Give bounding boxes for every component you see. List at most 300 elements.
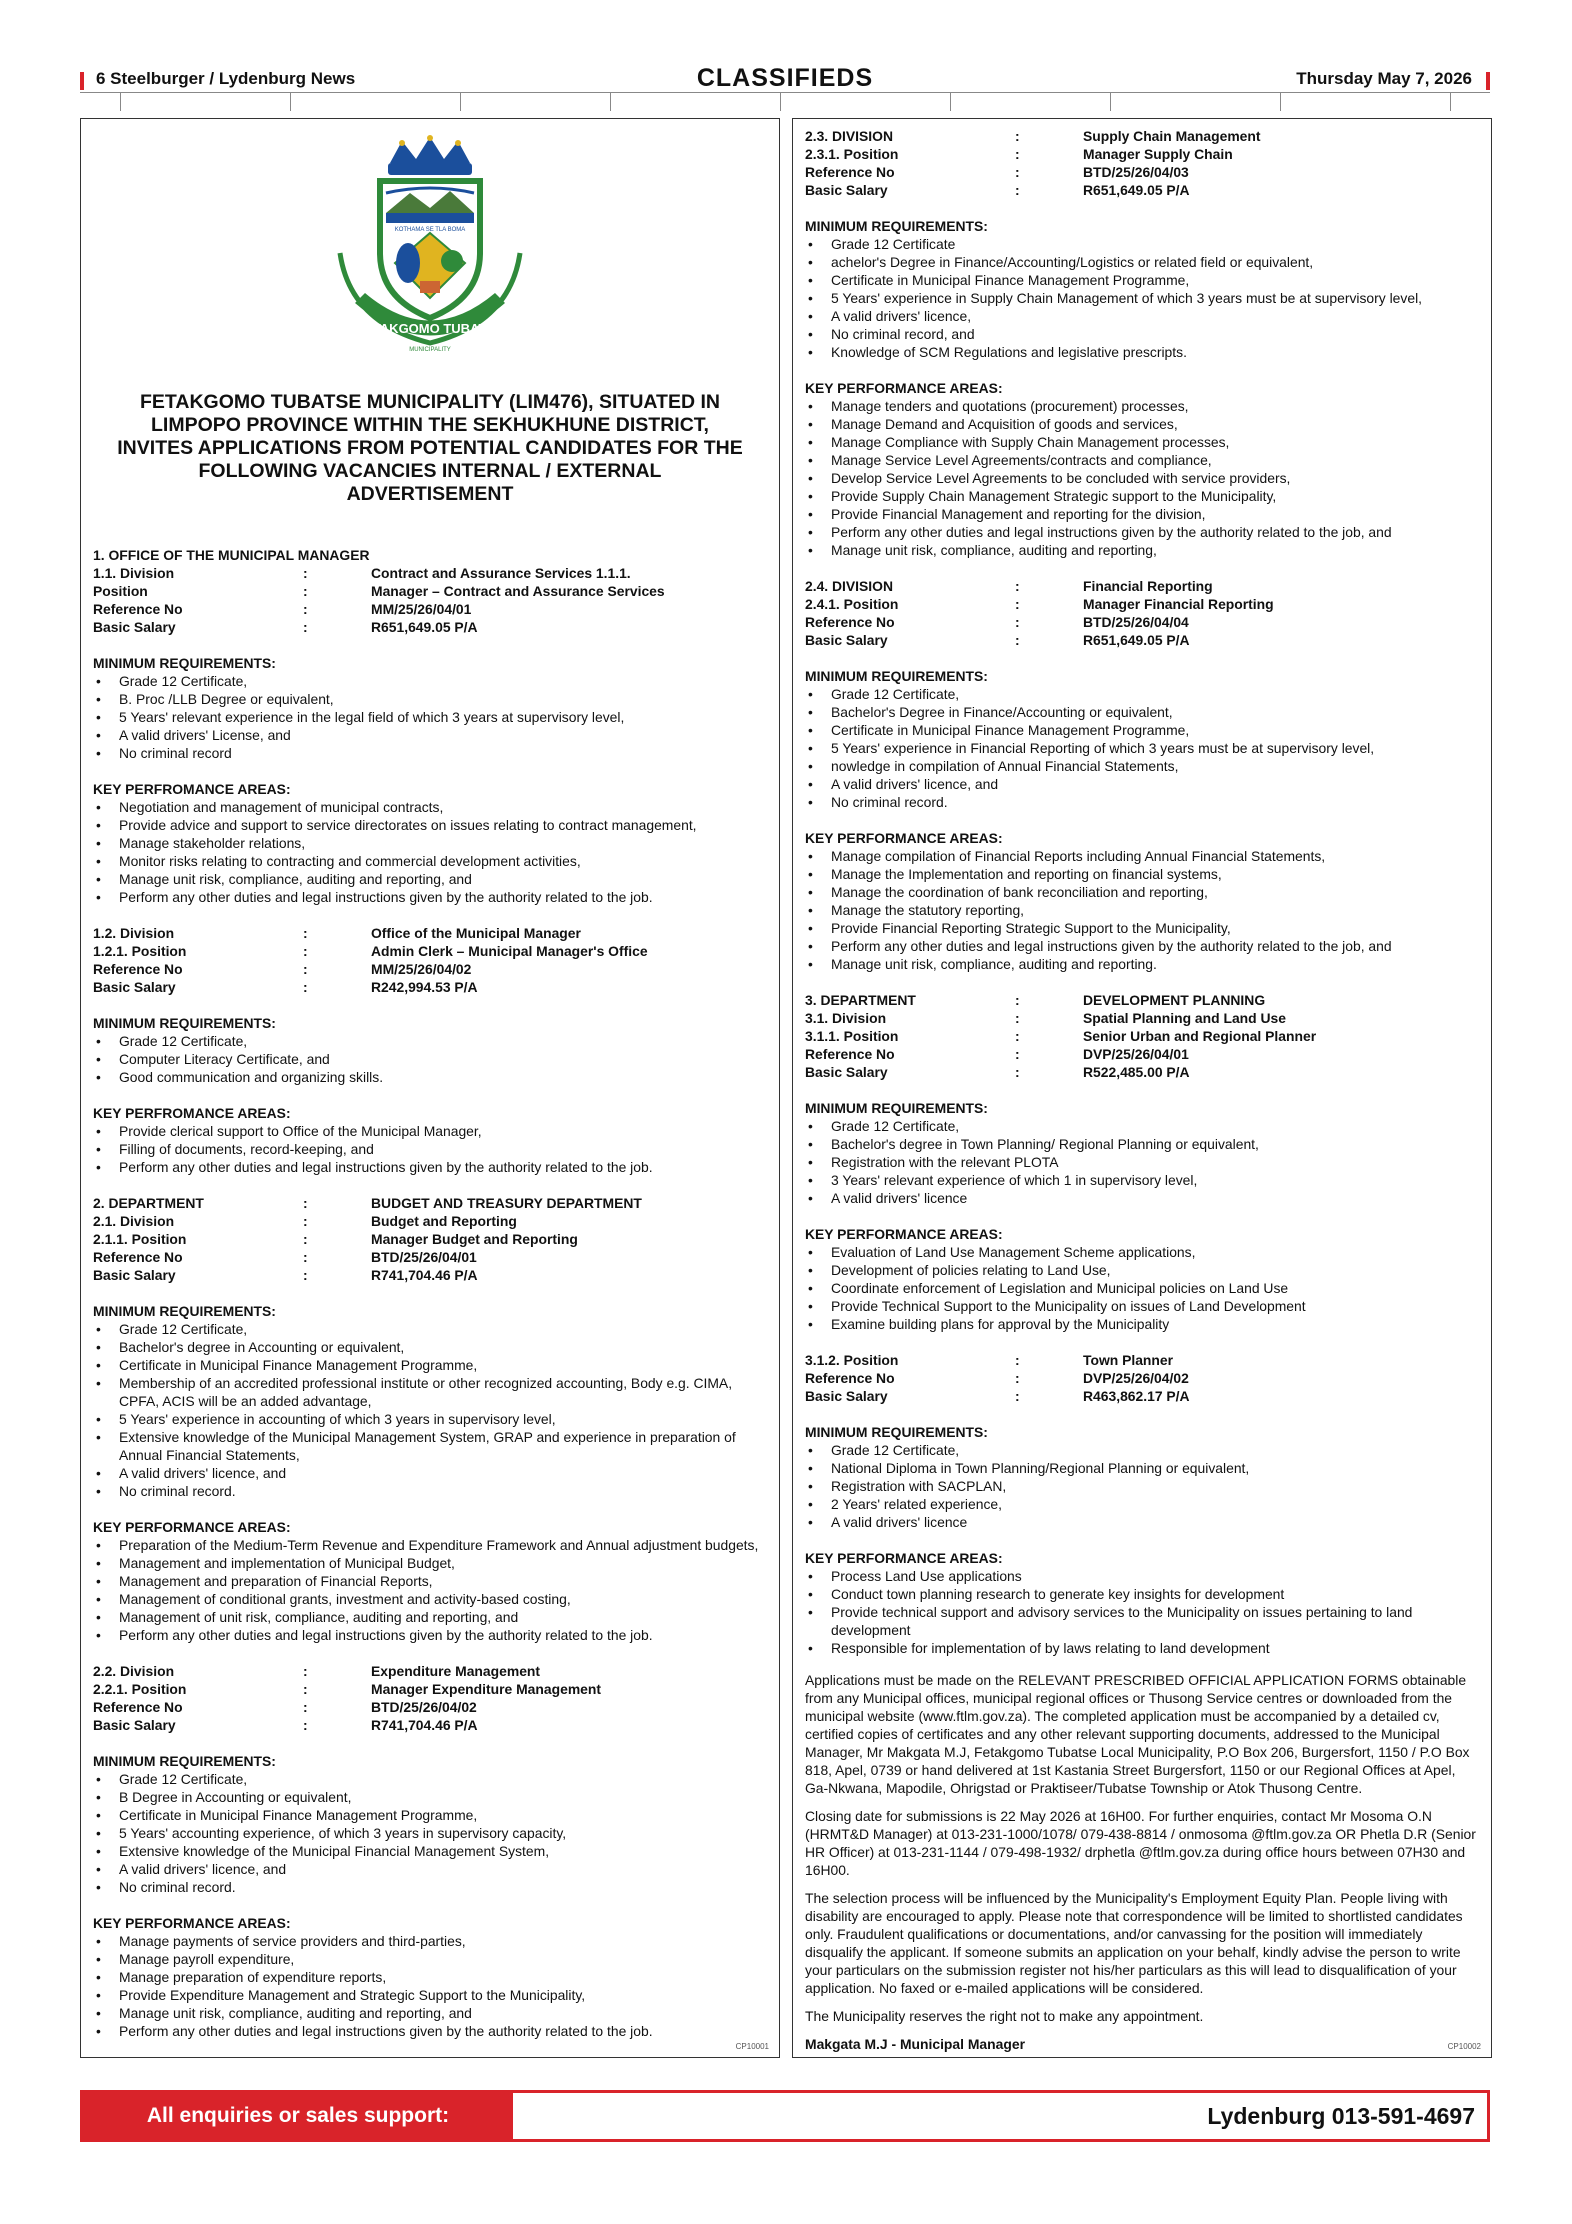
field-row xyxy=(93,582,767,600)
right-column xyxy=(792,118,1492,2058)
field-value: R741,704.46 P/A xyxy=(371,1267,478,1283)
list-item: • Manage stakeholder relations, xyxy=(93,834,767,852)
requirements-heading: KEY PERFORMANCE AREAS: xyxy=(93,1915,291,1931)
vacancy-fields xyxy=(93,924,767,996)
field-value: Manager Expenditure Management xyxy=(371,1681,602,1697)
list-item: • Responsible for implementation of by laws relating to land development xyxy=(805,1639,1479,1657)
list-item: • Manage payments of service providers and third-parties, xyxy=(93,1932,767,1950)
vacancy-block xyxy=(93,1662,767,2040)
list-item: • Knowledge of SCM Regulations and legislative prescripts. xyxy=(805,343,1479,361)
field-colon: : xyxy=(1015,1046,1020,1062)
field-row xyxy=(805,163,1479,181)
field-key: 1.1. Division xyxy=(93,565,175,581)
list-item: • Filling of documents, record-keeping, and xyxy=(93,1140,767,1158)
field-colon: : xyxy=(303,565,308,581)
vacancy-fields xyxy=(93,1662,767,1734)
list-item: • No criminal record. xyxy=(805,793,1479,811)
field-value: Expenditure Management xyxy=(371,1663,541,1679)
list-item: • Computer Literacy Certificate, and xyxy=(93,1050,767,1068)
list-item: • No criminal record, and xyxy=(805,325,1479,343)
field-key: 2.2. Division xyxy=(93,1663,175,1679)
vacancy-block xyxy=(805,1351,1479,1657)
field-row xyxy=(93,942,767,960)
field-row xyxy=(93,1230,767,1248)
field-colon: : xyxy=(303,943,308,959)
advert-headline: FETAKGOMO TUBATSE MUNICIPALITY (LIM476), SITUATED IN LIMPOPO PROVINCE WITHIN THE SEKHUKHUNE DISTRICT, INVITES APPLICATIONS FROM POTENTIAL CANDIDATES FOR THE FOLLOWING VACANCIES INTERNAL / EXTERNAL ADVERTISEMENT xyxy=(117,391,743,505)
list-item: • Provide Expenditure Management and Strategic Support to the Municipality, xyxy=(93,1986,767,2004)
field-colon: : xyxy=(1015,596,1020,612)
list-item: • Manage the Implementation and reporting on financial systems, xyxy=(805,865,1479,883)
municipal-crest-logo xyxy=(320,133,540,363)
list-item: • Grade 12 Certificate xyxy=(805,235,1479,253)
field-colon: : xyxy=(303,979,308,995)
bullet-list xyxy=(93,1770,767,1896)
field-key: 3.1.2. Position xyxy=(805,1352,899,1368)
field-key: 2.4. DIVISION xyxy=(805,578,894,594)
field-value: DVP/25/26/04/01 xyxy=(1083,1046,1189,1062)
ad-code-left: CP10001 xyxy=(735,2042,769,2051)
field-value: Town Planner xyxy=(1083,1352,1174,1368)
list-item: • Management of conditional grants, investment and activity-based costing, xyxy=(93,1590,767,1608)
field-row xyxy=(805,1045,1479,1063)
list-item: • Grade 12 Certificate, xyxy=(805,1117,1479,1135)
field-row xyxy=(805,631,1479,649)
field-key: Reference No xyxy=(805,164,895,180)
list-item: • Perform any other duties and legal instructions given by the authority related to the job. xyxy=(93,1626,767,1644)
field-row xyxy=(805,1369,1479,1387)
list-item: • Develop Service Level Agreements to be concluded with service providers, xyxy=(805,469,1479,487)
field-value: Spatial Planning and Land Use xyxy=(1083,1010,1286,1026)
field-value: R463,862.17 P/A xyxy=(1083,1388,1190,1404)
field-colon: : xyxy=(303,601,308,617)
page-header xyxy=(80,64,1490,94)
list-item: • 3 Years' relevant experience of which 1 in supervisory level, xyxy=(805,1171,1479,1189)
field-value: MM/25/26/04/01 xyxy=(371,601,472,617)
list-item: • Certificate in Municipal Finance Management Programme, xyxy=(93,1356,767,1374)
list-item: • Extensive knowledge of the Municipal Management System, GRAP and experience in preparation of Annual Financial Statements, xyxy=(93,1428,767,1464)
list-item: • Management and preparation of Financial Reports, xyxy=(93,1572,767,1590)
list-item: • Manage Compliance with Supply Chain Management processes, xyxy=(805,433,1479,451)
vacancy-block xyxy=(93,924,767,1176)
field-row xyxy=(805,577,1479,595)
field-colon: : xyxy=(303,1267,308,1283)
list-item: • Process Land Use applications xyxy=(805,1567,1479,1585)
bullet-list xyxy=(93,1122,767,1176)
bullet-list xyxy=(805,685,1479,811)
bullet-list xyxy=(805,847,1479,973)
field-colon: : xyxy=(1015,1028,1020,1044)
field-row xyxy=(93,1698,767,1716)
field-key: Reference No xyxy=(93,601,183,617)
field-value: Manager – Contract and Assurance Services xyxy=(371,583,665,599)
bullet-list xyxy=(93,1032,767,1086)
list-item: • Perform any other duties and legal instructions given by the authority related to the job. xyxy=(93,888,767,906)
field-colon: : xyxy=(1015,1388,1020,1404)
closing-paragraph: The Municipality reserves the right not to make any appointment. xyxy=(805,2008,1204,2024)
field-row xyxy=(93,1266,767,1284)
vacancy-fields xyxy=(805,1351,1479,1405)
section-title: CLASSIFIEDS xyxy=(696,64,874,92)
field-value: R651,649.05 P/A xyxy=(1083,632,1190,648)
field-key: 1.2. Division xyxy=(93,925,175,941)
vacancy-block xyxy=(93,546,767,906)
field-key: 2. DEPARTMENT xyxy=(93,1195,204,1211)
list-item: • Good communication and organizing skills. xyxy=(93,1068,767,1086)
crest-arch-text: KOTHAMA SE TLA BOMA xyxy=(394,227,466,233)
field-row xyxy=(93,1680,767,1698)
list-item: • Perform any other duties and legal instructions given by the authority related to the job. xyxy=(93,2022,767,2040)
crest-subtitle: MUNICIPALITY xyxy=(409,347,451,353)
requirements-heading: MINIMUM REQUIREMENTS: xyxy=(805,1424,988,1440)
list-item: • Manage compilation of Financial Reports including Annual Financial Statements, xyxy=(805,847,1479,865)
left-column xyxy=(80,118,780,2058)
list-item: • Management and implementation of Municipal Budget, xyxy=(93,1554,767,1572)
bullet-list xyxy=(805,1567,1479,1657)
requirements-heading: MINIMUM REQUIREMENTS: xyxy=(93,1015,276,1031)
field-value: Supply Chain Management xyxy=(1083,128,1261,144)
list-item: • A valid drivers' licence, and xyxy=(93,1860,767,1878)
field-colon: : xyxy=(303,1249,308,1265)
list-item: • Perform any other duties and legal instructions given by the authority related to the job, and xyxy=(805,937,1479,955)
field-colon: : xyxy=(303,925,308,941)
footer-phone[interactable]: Lydenburg 013-591-4697 xyxy=(1207,2103,1475,2129)
field-key: 3.1. Division xyxy=(805,1010,887,1026)
field-value: R242,994.53 P/A xyxy=(371,979,478,995)
field-colon: : xyxy=(1015,992,1020,1008)
header-rule xyxy=(80,92,1490,111)
field-colon: : xyxy=(303,1195,308,1211)
list-item: • No criminal record xyxy=(93,744,767,762)
field-row xyxy=(805,181,1479,199)
list-item: • Provide technical support and advisory services to the Municipality on issues pertaining to land development xyxy=(805,1603,1479,1639)
field-key: Basic Salary xyxy=(805,1388,888,1404)
list-item: • 5 Years' experience in Financial Reporting of which 3 years must be at supervisory level, xyxy=(805,739,1479,757)
list-item: • Grade 12 Certificate, xyxy=(93,1320,767,1338)
field-value: R522,485.00 P/A xyxy=(1083,1064,1190,1080)
list-item: • Registration with SACPLAN, xyxy=(805,1477,1479,1495)
field-row xyxy=(93,564,767,582)
publication-name: 6 Steelburger / Lydenburg News xyxy=(96,69,356,88)
field-key: Basic Salary xyxy=(805,182,888,198)
vacancy-fields xyxy=(93,1194,767,1284)
field-row xyxy=(93,1716,767,1734)
field-key: Reference No xyxy=(93,1249,183,1265)
field-row xyxy=(805,1351,1479,1369)
header-accent-right xyxy=(1486,72,1490,90)
field-value: Senior Urban and Regional Planner xyxy=(1083,1028,1317,1044)
bullet-list xyxy=(805,1117,1479,1207)
vacancy-block xyxy=(805,991,1479,1333)
field-value: MM/25/26/04/02 xyxy=(371,961,472,977)
list-item: • Perform any other duties and legal instructions given by the authority related to the job. xyxy=(93,1158,767,1176)
bullet-list xyxy=(805,1441,1479,1531)
bullet-list xyxy=(93,1320,767,1500)
list-item: • Manage Demand and Acquisition of goods and services, xyxy=(805,415,1479,433)
list-item: • Bachelor's degree in Town Planning/ Regional Planning or equivalent, xyxy=(805,1135,1479,1153)
field-colon: : xyxy=(303,1663,308,1679)
field-key: 3. DEPARTMENT xyxy=(805,992,916,1008)
field-colon: : xyxy=(1015,164,1020,180)
field-colon: : xyxy=(303,1699,308,1715)
list-item: • B Degree in Accounting or equivalent, xyxy=(93,1788,767,1806)
requirements-heading: KEY PERFORMANCE AREAS: xyxy=(93,1519,291,1535)
list-item: • A valid drivers' licence xyxy=(805,1189,1479,1207)
list-item: • Certificate in Municipal Finance Management Programme, xyxy=(93,1806,767,1824)
list-item: • Manage unit risk, compliance, auditing and reporting, xyxy=(805,541,1479,559)
list-item: • Examine building plans for approval by the Municipality xyxy=(805,1315,1479,1333)
field-colon: : xyxy=(1015,1010,1020,1026)
field-row xyxy=(805,145,1479,163)
field-value: Budget and Reporting xyxy=(371,1213,517,1229)
field-row xyxy=(805,1027,1479,1045)
list-item: • A valid drivers' licence, and xyxy=(93,1464,767,1482)
field-value: BTD/25/26/04/03 xyxy=(1083,164,1189,180)
field-key: Basic Salary xyxy=(93,979,176,995)
vacancy-fields xyxy=(805,127,1479,199)
requirements-heading: MINIMUM REQUIREMENTS: xyxy=(93,1753,276,1769)
field-key: 3.1.1. Position xyxy=(805,1028,899,1044)
requirements-heading: MINIMUM REQUIREMENTS: xyxy=(805,1100,988,1116)
list-item: • Preparation of the Medium-Term Revenue and Expenditure Framework and Annual adjustment budgets, xyxy=(93,1536,767,1554)
list-item: • achelor's Degree in Finance/Accounting/Logistics or related field or equivalent, xyxy=(805,253,1479,271)
vacancy-fields xyxy=(805,991,1479,1081)
field-colon: : xyxy=(303,1231,308,1247)
field-value: BTD/25/26/04/02 xyxy=(371,1699,477,1715)
list-item: • Provide clerical support to Office of the Municipal Manager, xyxy=(93,1122,767,1140)
section-heading: 1. OFFICE OF THE MUNICIPAL MANAGER xyxy=(93,547,370,563)
closing-paragraph: Applications must be made on the RELEVANT PRESCRIBED OFFICIAL APPLICATION FORMS obtainable from any Municipal offices, municipal regional offices or Thusong Service centres or downloaded from the municipal website (www.ftlm.gov.za). The completed application must be accompanied by a detailed cv, certified copies of certificates and any other relevant supporting documents, addressed to the Municipal Manager, Mr Makgata M.J, Fetakgomo Tubatse Local Municipality, P.O Box 206, Burgersfort, 1150 / P.O Box 818, Apel, 0739 or hand delivered at 1st Kastania Street Burgersfort, 1150 or our Regional Offices at Apel, Ga-Nkwana, Mapodile, Ohrigstad or Praktiseer/Tubatse Township or Atok Thusong Centre. xyxy=(805,1672,1470,1796)
field-row xyxy=(93,1248,767,1266)
list-item: • 5 Years' experience in accounting of which 3 years in supervisory level, xyxy=(93,1410,767,1428)
requirements-heading: KEY PERFROMANCE AREAS: xyxy=(93,781,291,797)
list-item: • Grade 12 Certificate, xyxy=(93,672,767,690)
list-item: • Grade 12 Certificate, xyxy=(93,1770,767,1788)
field-value: BTD/25/26/04/01 xyxy=(371,1249,477,1265)
field-value: Financial Reporting xyxy=(1083,578,1213,594)
list-item: • Manage unit risk, compliance, auditing and reporting, and xyxy=(93,2004,767,2022)
field-value: Manager Supply Chain xyxy=(1083,146,1233,162)
list-item: • National Diploma in Town Planning/Regional Planning or equivalent, xyxy=(805,1459,1479,1477)
list-item: • Membership of an accredited professional institute or other recognized accounting, Body e.g. CIMA, CPFA, ACIS will be an added advantage, xyxy=(93,1374,767,1410)
list-item: • Coordinate enforcement of Legislation and Municipal policies on Land Use xyxy=(805,1279,1479,1297)
vacancy-fields xyxy=(93,564,767,636)
list-item: • Grade 12 Certificate, xyxy=(805,685,1479,703)
list-item: • Registration with the relevant PLOTA xyxy=(805,1153,1479,1171)
field-row xyxy=(805,991,1479,1009)
requirements-heading: MINIMUM REQUIREMENTS: xyxy=(93,655,276,671)
crest-motto: FETAKGOMO TUBATSE xyxy=(356,321,504,336)
list-item: • Manage the coordination of bank reconciliation and reporting, xyxy=(805,883,1479,901)
field-key: 2.3.1. Position xyxy=(805,146,899,162)
field-row xyxy=(805,1009,1479,1027)
list-item: • Provide Supply Chain Management Strategic support to the Municipality, xyxy=(805,487,1479,505)
list-item: • Provide advice and support to service directorates on issues relating to contract management, xyxy=(93,816,767,834)
closing-paragraph: Closing date for submissions is 22 May 2026 at 16H00. For further enquiries, contact Mr Mosoma O.N (HRMT&D Manager) at 013-231-1000/1078/ 079-438-8814 / onmosoma @ftlm.gov.za OR Phetla D.R (Senior HR Officer) at 013-231-1144 / 079-498-1932/ drphetla @ftlm.gov.za during office hours between 07H30 and 16H00. xyxy=(805,1808,1476,1878)
field-row xyxy=(805,1387,1479,1405)
field-value: Manager Financial Reporting xyxy=(1083,596,1274,612)
list-item: • A valid drivers' License, and xyxy=(93,726,767,744)
field-key: Reference No xyxy=(805,1046,895,1062)
vacancy-block xyxy=(805,127,1479,559)
list-item: • No criminal record. xyxy=(93,1878,767,1896)
field-colon: : xyxy=(1015,182,1020,198)
field-key: Reference No xyxy=(805,614,895,630)
field-row xyxy=(93,1212,767,1230)
field-key: Reference No xyxy=(805,1370,895,1386)
field-value: R741,704.46 P/A xyxy=(371,1717,478,1733)
requirements-heading: MINIMUM REQUIREMENTS: xyxy=(93,1303,276,1319)
field-value: DVP/25/26/04/02 xyxy=(1083,1370,1189,1386)
list-item: • nowledge in compilation of Annual Financial Statements, xyxy=(805,757,1479,775)
list-item: • Manage unit risk, compliance, auditing and reporting. xyxy=(805,955,1479,973)
field-colon: : xyxy=(1015,146,1020,162)
field-key: Basic Salary xyxy=(93,1717,176,1733)
requirements-heading: KEY PERFORMANCE AREAS: xyxy=(805,830,1003,846)
field-colon: : xyxy=(1015,632,1020,648)
list-item: • Provide Technical Support to the Municipality on issues of Land Development xyxy=(805,1297,1479,1315)
list-item: • Provide Financial Reporting Strategic Support to the Municipality, xyxy=(805,919,1479,937)
field-colon: : xyxy=(303,961,308,977)
field-key: 2.4.1. Position xyxy=(805,596,899,612)
field-value: Office of the Municipal Manager xyxy=(371,925,581,941)
field-colon: : xyxy=(303,583,308,599)
field-key: 2.3. DIVISION xyxy=(805,128,894,144)
field-row xyxy=(805,613,1479,631)
requirements-heading: KEY PERFORMANCE AREAS: xyxy=(805,1550,1003,1566)
bullet-list xyxy=(805,1243,1479,1333)
list-item: • A valid drivers' licence, xyxy=(805,307,1479,325)
list-item: • Perform any other duties and legal instructions given by the authority related to the job, and xyxy=(805,523,1479,541)
requirements-heading: MINIMUM REQUIREMENTS: xyxy=(805,218,988,234)
requirements-heading: KEY PERFROMANCE AREAS: xyxy=(93,1105,291,1121)
field-key: Position xyxy=(93,583,148,599)
field-colon: : xyxy=(1015,1352,1020,1368)
issue-date: Thursday May 7, 2026 xyxy=(1296,69,1472,88)
field-value: R651,649.05 P/A xyxy=(371,619,478,635)
closing-paragraph: The selection process will be influenced by the Municipality's Employment Equity Plan. People living with disability are encouraged to apply. Please note that correspondence will be limited to shortlisted candidates only. Fraudulent qualifications or documentations, and/or canvassing for the position will immediately disqualify the applicant. If someone submits an application on your behalf, kindly advise the person to write your particulars on the submission register not his/her particulars as this will lead to disqualification of your application. No faxed or e-mailed applications will be considered. xyxy=(805,1890,1463,1996)
footer-label: All enquiries or sales support: xyxy=(83,2093,513,2139)
vacancy-block xyxy=(805,577,1479,973)
signature-line: Makgata M.J - Municipal Manager xyxy=(805,2036,1025,2052)
right-vacancy-list xyxy=(805,127,1479,1657)
bullet-list xyxy=(93,798,767,906)
bullet-list xyxy=(93,1536,767,1644)
field-value: DEVELOPMENT PLANNING xyxy=(1083,992,1266,1008)
field-colon: : xyxy=(1015,128,1020,144)
bullet-list xyxy=(93,672,767,762)
field-value: Contract and Assurance Services 1.1.1. xyxy=(371,565,631,581)
requirements-heading: KEY PERFORMANCE AREAS: xyxy=(805,380,1003,396)
list-item: • Grade 12 Certificate, xyxy=(805,1441,1479,1459)
list-item: • Certificate in Municipal Finance Management Programme, xyxy=(805,721,1479,739)
list-item: • Management of unit risk, compliance, auditing and reporting, and xyxy=(93,1608,767,1626)
field-row xyxy=(805,1063,1479,1081)
bullet-list xyxy=(93,1932,767,2040)
list-item: • A valid drivers' licence xyxy=(805,1513,1479,1531)
field-key: Basic Salary xyxy=(805,632,888,648)
field-colon: : xyxy=(303,1681,308,1697)
field-key: Basic Salary xyxy=(805,1064,888,1080)
field-key: 1.2.1. Position xyxy=(93,943,187,959)
list-item: • No criminal record. xyxy=(93,1482,767,1500)
requirements-heading: KEY PERFORMANCE AREAS: xyxy=(805,1226,1003,1242)
vacancy-fields xyxy=(805,577,1479,649)
list-item: • Monitor risks relating to contracting and commercial development activities, xyxy=(93,852,767,870)
application-instructions xyxy=(805,1671,1479,2025)
left-vacancy-list xyxy=(93,546,767,2040)
field-key: Reference No xyxy=(93,961,183,977)
field-row xyxy=(93,960,767,978)
list-item: • Certificate in Municipal Finance Management Programme, xyxy=(805,271,1479,289)
list-item: • 2 Years' related experience, xyxy=(805,1495,1479,1513)
bullet-list xyxy=(805,235,1479,361)
field-row xyxy=(93,600,767,618)
requirements-heading: MINIMUM REQUIREMENTS: xyxy=(805,668,988,684)
field-colon: : xyxy=(1015,578,1020,594)
list-item: • Manage Service Level Agreements/contracts and compliance, xyxy=(805,451,1479,469)
list-item: • Bachelor's degree in Accounting or equivalent, xyxy=(93,1338,767,1356)
ad-code-right: CP10002 xyxy=(1447,2042,1481,2051)
list-item: • Evaluation of Land Use Management Scheme applications, xyxy=(805,1243,1479,1261)
field-key: 2.1. Division xyxy=(93,1213,175,1229)
list-item: • Bachelor's Degree in Finance/Accounting or equivalent, xyxy=(805,703,1479,721)
enquiries-footer xyxy=(80,2090,1490,2142)
field-value: BTD/25/26/04/04 xyxy=(1083,614,1189,630)
list-item: • Manage payroll expenditure, xyxy=(93,1950,767,1968)
list-item: • Extensive knowledge of the Municipal Financial Management System, xyxy=(93,1842,767,1860)
list-item: • Development of policies relating to Land Use, xyxy=(805,1261,1479,1279)
field-key: 2.1.1. Position xyxy=(93,1231,187,1247)
field-value: Manager Budget and Reporting xyxy=(371,1231,578,1247)
field-colon: : xyxy=(1015,614,1020,630)
field-row xyxy=(93,978,767,996)
field-row xyxy=(93,618,767,636)
field-key: Basic Salary xyxy=(93,619,176,635)
list-item: • Manage the statutory reporting, xyxy=(805,901,1479,919)
field-row xyxy=(93,924,767,942)
field-colon: : xyxy=(303,1717,308,1733)
field-colon: : xyxy=(303,1213,308,1229)
bullet-list xyxy=(805,397,1479,559)
field-key: 2.2.1. Position xyxy=(93,1681,187,1697)
field-key: Basic Salary xyxy=(93,1267,176,1283)
list-item: • Conduct town planning research to generate key insights for development xyxy=(805,1585,1479,1603)
field-row xyxy=(805,595,1479,613)
field-row xyxy=(805,127,1479,145)
list-item: • B. Proc /LLB Degree or equivalent, xyxy=(93,690,767,708)
list-item: • 5 Years' experience in Supply Chain Management of which 3 years must be at supervisory level, xyxy=(805,289,1479,307)
list-item: • 5 Years' accounting experience, of which 3 years in supervisory capacity, xyxy=(93,1824,767,1842)
field-colon: : xyxy=(303,619,308,635)
field-row xyxy=(93,1662,767,1680)
field-value: Admin Clerk – Municipal Manager's Office xyxy=(371,943,648,959)
list-item: • Manage unit risk, compliance, auditing and reporting, and xyxy=(93,870,767,888)
vacancy-block xyxy=(93,1194,767,1644)
field-key: Reference No xyxy=(93,1699,183,1715)
list-item: • A valid drivers' licence, and xyxy=(805,775,1479,793)
field-colon: : xyxy=(1015,1064,1020,1080)
field-value: R651,649.05 P/A xyxy=(1083,182,1190,198)
list-item: • 5 Years' relevant experience in the legal field of which 3 years at supervisory level, xyxy=(93,708,767,726)
list-item: • Grade 12 Certificate, xyxy=(93,1032,767,1050)
field-colon: : xyxy=(1015,1370,1020,1386)
list-item: • Manage preparation of expenditure reports, xyxy=(93,1968,767,1986)
field-row xyxy=(93,1194,767,1212)
field-value: BUDGET AND TREASURY DEPARTMENT xyxy=(371,1195,642,1211)
list-item: • Manage tenders and quotations (procurement) processes, xyxy=(805,397,1479,415)
list-item: • Negotiation and management of municipal contracts, xyxy=(93,798,767,816)
list-item: • Provide Financial Management and reporting for the division, xyxy=(805,505,1479,523)
